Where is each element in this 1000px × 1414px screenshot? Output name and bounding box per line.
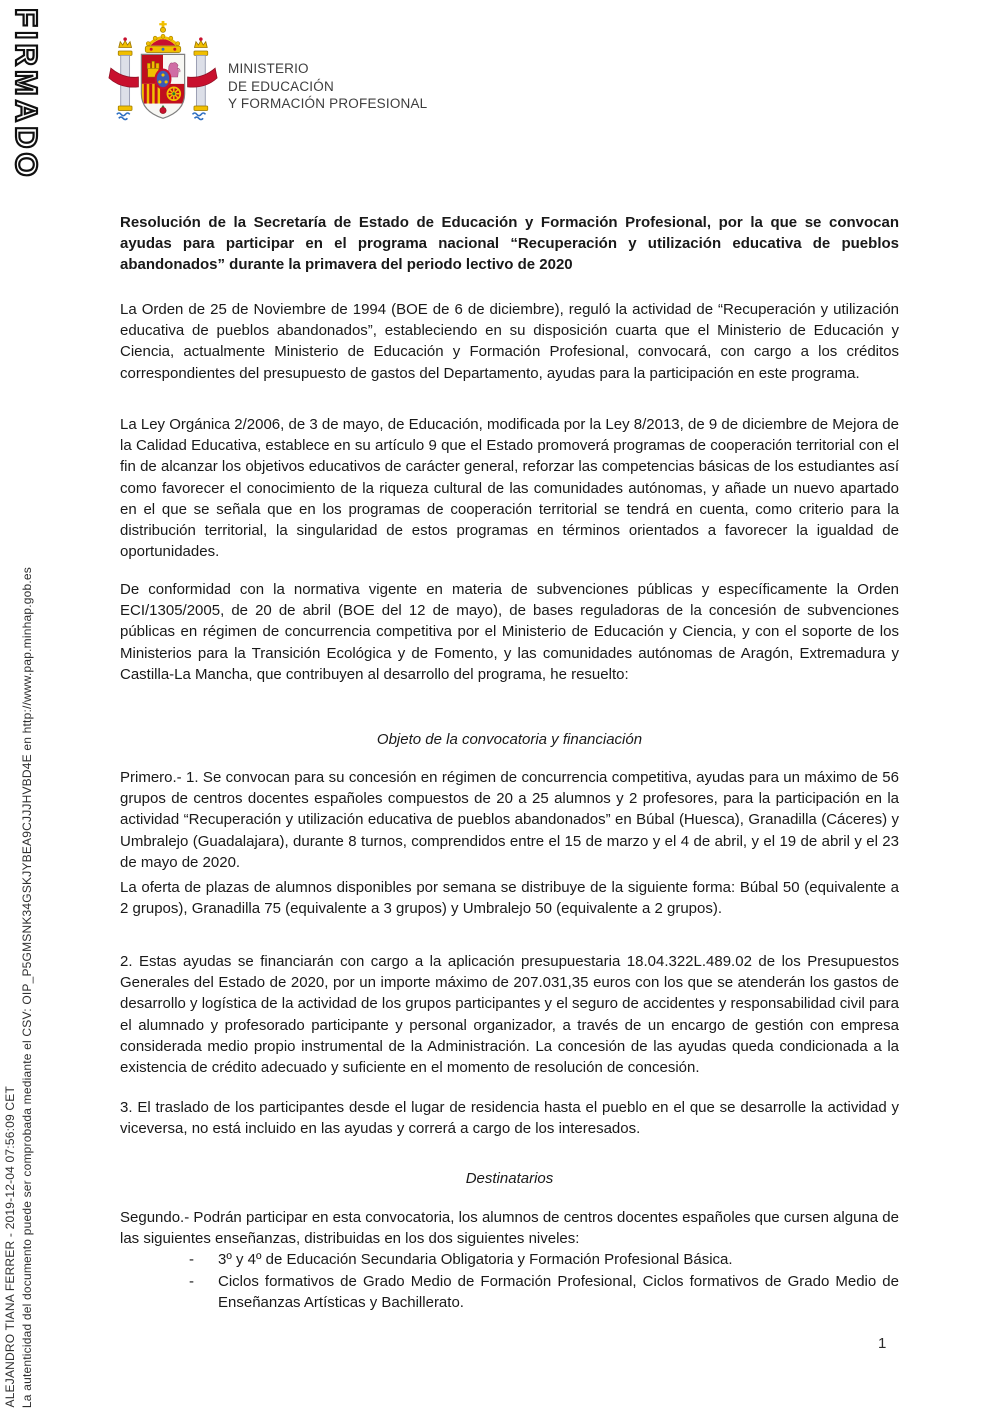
document-title: Resolución de la Secretaría de Estado de Educación y Formación Profesional, por la que se convocan ayudas para participar en el programa nacional “Recuperación y utilización educativa de pueblos abandonados” durante la primavera del periodo lectivo de 2020	[120, 214, 899, 274]
paragraph-ley-organica: La Ley Orgánica 2/2006, de 3 de mayo, de Educación, modificada por la Ley 8/2013, de 9 de diciembre de Mejora de la Calidad Educativa, establece en su artículo 9 que el Estado promoverá programas de cooperación territorial con el fin de alcanzar los objetivos educativos de carácter general, reforzar las competencias básicas de los estudiantes así como favorecer el conocimiento de la riqueza cultural de las comunidades autónomas, y añade un nuevo apartado en el que se señala que en los programas de cooperación territorial se tendrá en cuenta, como criterio para la distribución territorial, la singularidad de estos programas en términos orientados a favorecer la igualdad de oportunidades.	[120, 416, 899, 561]
signature-signer-line: ALEJANDRO TIANA FERRER - 2019-12-04 07:56:09 CET	[3, 1086, 17, 1408]
section-heading-destinatarios: Destinatarios	[465, 1170, 554, 1187]
bullet-text-eso: 3º y 4º de Educación Secundaria Obligatoria y Formación Profesional Básica.	[218, 1251, 733, 1269]
ministry-line-3: Y FORMACIÓN PROFESIONAL	[228, 96, 428, 111]
bourbon-oval	[156, 70, 171, 89]
firmado-stamp: FIRMADO	[9, 8, 44, 181]
spain-coat-of-arms-icon	[104, 16, 222, 140]
segundo-block	[120, 1207, 899, 1313]
ministry-header	[228, 60, 427, 113]
paragraph-financiacion: 2. Estas ayudas se financiarán con cargo a la aplicación presupuestaria 18.04.322L.489.02 de los Presupuestos Generales del Estado de 2020, por un importe máximo de 207.031,35 euros con los que se atenderán los gastos de desarrollo y logística de la actividad de los grupos participantes y el seguro de accidentes y responsabilidad civil para el alumnado y profesorado participante y personal organizador, a través de un encargo de gestión con empresa considerada medio propio instrumental de la Administración. La concesión de las ayudas queda condicionada a la existencia de crédito adecuado y suficiente en el momento de resolución de concesión.	[120, 953, 899, 1077]
paragraph-segundo: Segundo.- Podrán participar en esta convocatoria, los alumnos de centros docentes españoles que cursen alguna de las siguientes enseñanzas, distribuidas en los dos siguientes niveles:	[120, 1209, 899, 1248]
paragraph-traslado: 3. El traslado de los participantes desde el lugar de residencia hasta el pueblo en el que se desarrolle la actividad y viceversa, no está incluido en las ayudas y correrá a cargo de los interesados.	[120, 1099, 899, 1138]
royal-crown	[145, 21, 180, 52]
ministry-line-1: MINISTERIO	[228, 61, 309, 76]
levels-list	[120, 1249, 899, 1313]
bullet-text-ciclos: Ciclos formativos de Grado Medio de Formación Profesional, Ciclos formativos de Grado Medio de Enseñanzas Artísticas y Bachillerato.	[218, 1272, 899, 1311]
page-number: 1	[878, 1335, 887, 1352]
bullet-dash: -	[189, 1251, 194, 1269]
paragraph-orden-1994: La Orden de 25 de Noviembre de 1994 (BOE de 6 de diciembre), reguló la actividad de “Recuperación y utilización educativa de pueblos abandonados”, estableciendo en su disposición cuarta que el Ministerio de Educación y Ciencia, actualmente Ministerio de Educación y Formación Profesional, convocará, con cargo a los créditos correspondientes del presupuesto de gastos del Departamento, ayudas para la participación en este programa.	[120, 301, 899, 382]
csv-verification-line: La autenticidad del documento puede ser comprobada mediante el CSV: OIP_P5GMSNK34GSKJYBEA9CJJJHVBD4E en http://www.pap.minhap.gob.es	[20, 566, 34, 1408]
list-item	[186, 1249, 899, 1270]
bullet-dash: -	[189, 1272, 194, 1290]
list-item	[186, 1271, 899, 1313]
ministry-line-2: DE EDUCACIÓN	[228, 78, 334, 94]
paragraph-primero: Primero.- 1. Se convocan para su concesión en régimen de concurrencia competitiva, ayudas para un máximo de 56 grupos de centros docentes españoles compuestos de 20 a 25 alumnos y 2 profesores, para la participación en la actividad “Recuperación y utilización educativa de pueblos abandonados” en Búbal (Huesca), Granadilla (Cáceres) y Umbralejo (Guadalajara), durante 8 turnos, comprendidos entre el 15 de marzo y el 4 de abril, y el 19 de abril y el 23 de mayo de 2020.	[120, 769, 899, 871]
paragraph-conformidad: De conformidad con la normativa vigente en materia de subvenciones públicas y específicamente la Orden ECI/1305/2005, de 20 de abril (BOE del 12 de mayo), de bases reguladoras de la concesión de subvenciones públicas en régimen de concurrencia competitiva por el Ministerio de Educación y Ciencia, y con el soporte de los Ministerios para la Transición Ecológica y de Fomento, y las comunidades autónomas de Aragón, Extremadura y Castilla-La Mancha, que contribuyen al desarrollo del programa, he resuelto:	[120, 581, 899, 683]
paragraph-oferta-plazas: La oferta de plazas de alumnos disponibles por semana se distribuye de la siguiente forma: Búbal 50 (equivalente a 2 grupos), Granadilla 75 (equivalente a 3 grupos) y Umbralejo 50 (equivalente a 2 grupos).	[120, 879, 899, 918]
section-heading-objeto: Objeto de la convocatoria y financiación	[376, 731, 643, 748]
